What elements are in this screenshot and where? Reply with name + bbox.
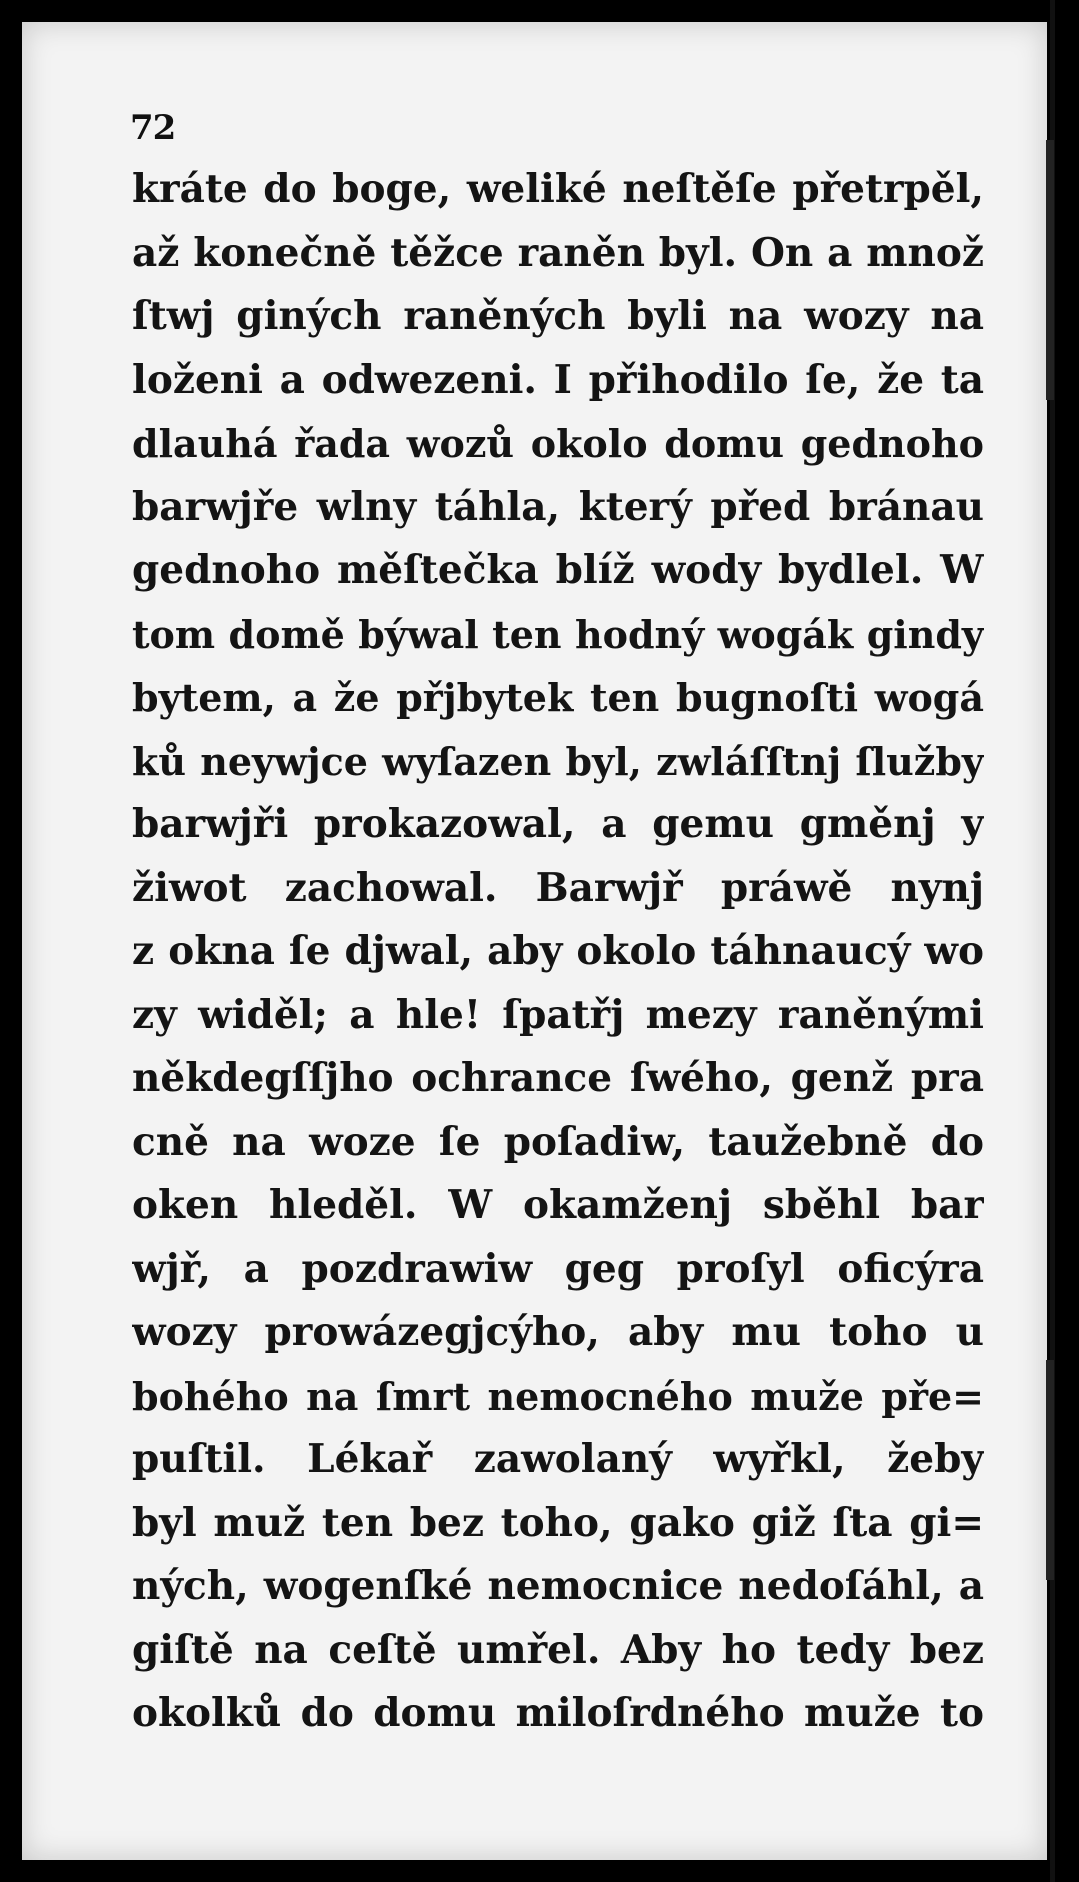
text-line: wozy prowázegjcýho, aby mu toho u — [132, 1309, 984, 1355]
text-line: někdegſſjho ochrance ſwého, genž pra — [132, 1055, 984, 1101]
text-line: oken hleděl. W okamženj sběhl bar — [132, 1182, 984, 1228]
text-line: gednoho měſtečka blíž wody bydlel. W — [132, 547, 984, 593]
text-line: ků neywjce wyſazen byl, zwláſſtnj ſlužby — [132, 738, 984, 784]
text-line: barwjře wlny táhla, který před bránau — [132, 483, 984, 530]
text-line: ſtwj giných raněných byli na wozy na — [132, 293, 984, 339]
text-line: barwjři prokazowal, a gemu gměnj y — [132, 801, 984, 847]
text-line: tom domě býwal ten hodný wogák gindy — [132, 611, 984, 657]
page-number: 72 — [130, 108, 176, 148]
text-line: cně na woze ſe poſadiw, taužebně do — [132, 1118, 984, 1165]
text-line: kráte do boge, weliké neſtěſe přetrpěl, — [132, 166, 984, 212]
text-line: loženi a odwezeni. I přihodilo ſe, že ta — [132, 356, 984, 403]
text-line: okolků do domu miloſrdného muže to — [132, 1690, 984, 1736]
text-line: dlauhá řada wozů okolo domu gednoho — [132, 421, 984, 466]
text-line: bytem, a že přjbytek ten bugnoſti wogá — [132, 675, 984, 720]
body-text — [132, 158, 984, 1746]
gutter-shadow-mark — [1046, 140, 1054, 400]
text-line: wjř, a pozdrawiw geg proſyl oficýra — [132, 1245, 984, 1292]
text-line: puſtil. Lékař zawolaný wyřkl, žeby — [132, 1436, 984, 1482]
gutter-shadow-mark — [1046, 1360, 1054, 1580]
text-line: zy widěl; a hle! ſpatřj mezy raněnými — [132, 991, 984, 1038]
text-line: až konečně těžce raněn byl. On a množ — [132, 229, 984, 276]
text-line: žiwot zachowal. Barwjř práwě nynj — [132, 864, 984, 911]
text-line: byl muž ten bez toho, gako giž ſta gi= — [132, 1499, 984, 1546]
text-line: z okna ſe djwal, aby okolo táhnaucý wo — [132, 928, 984, 974]
text-line: ných, wogenſké nemocnice nedoſáhl, a — [132, 1563, 984, 1609]
text-line: giſtě na ceſtě umřel. Aby ho tedy bez — [132, 1626, 984, 1673]
text-line: bohého na ſmrt nemocného muže pře= — [132, 1373, 984, 1419]
